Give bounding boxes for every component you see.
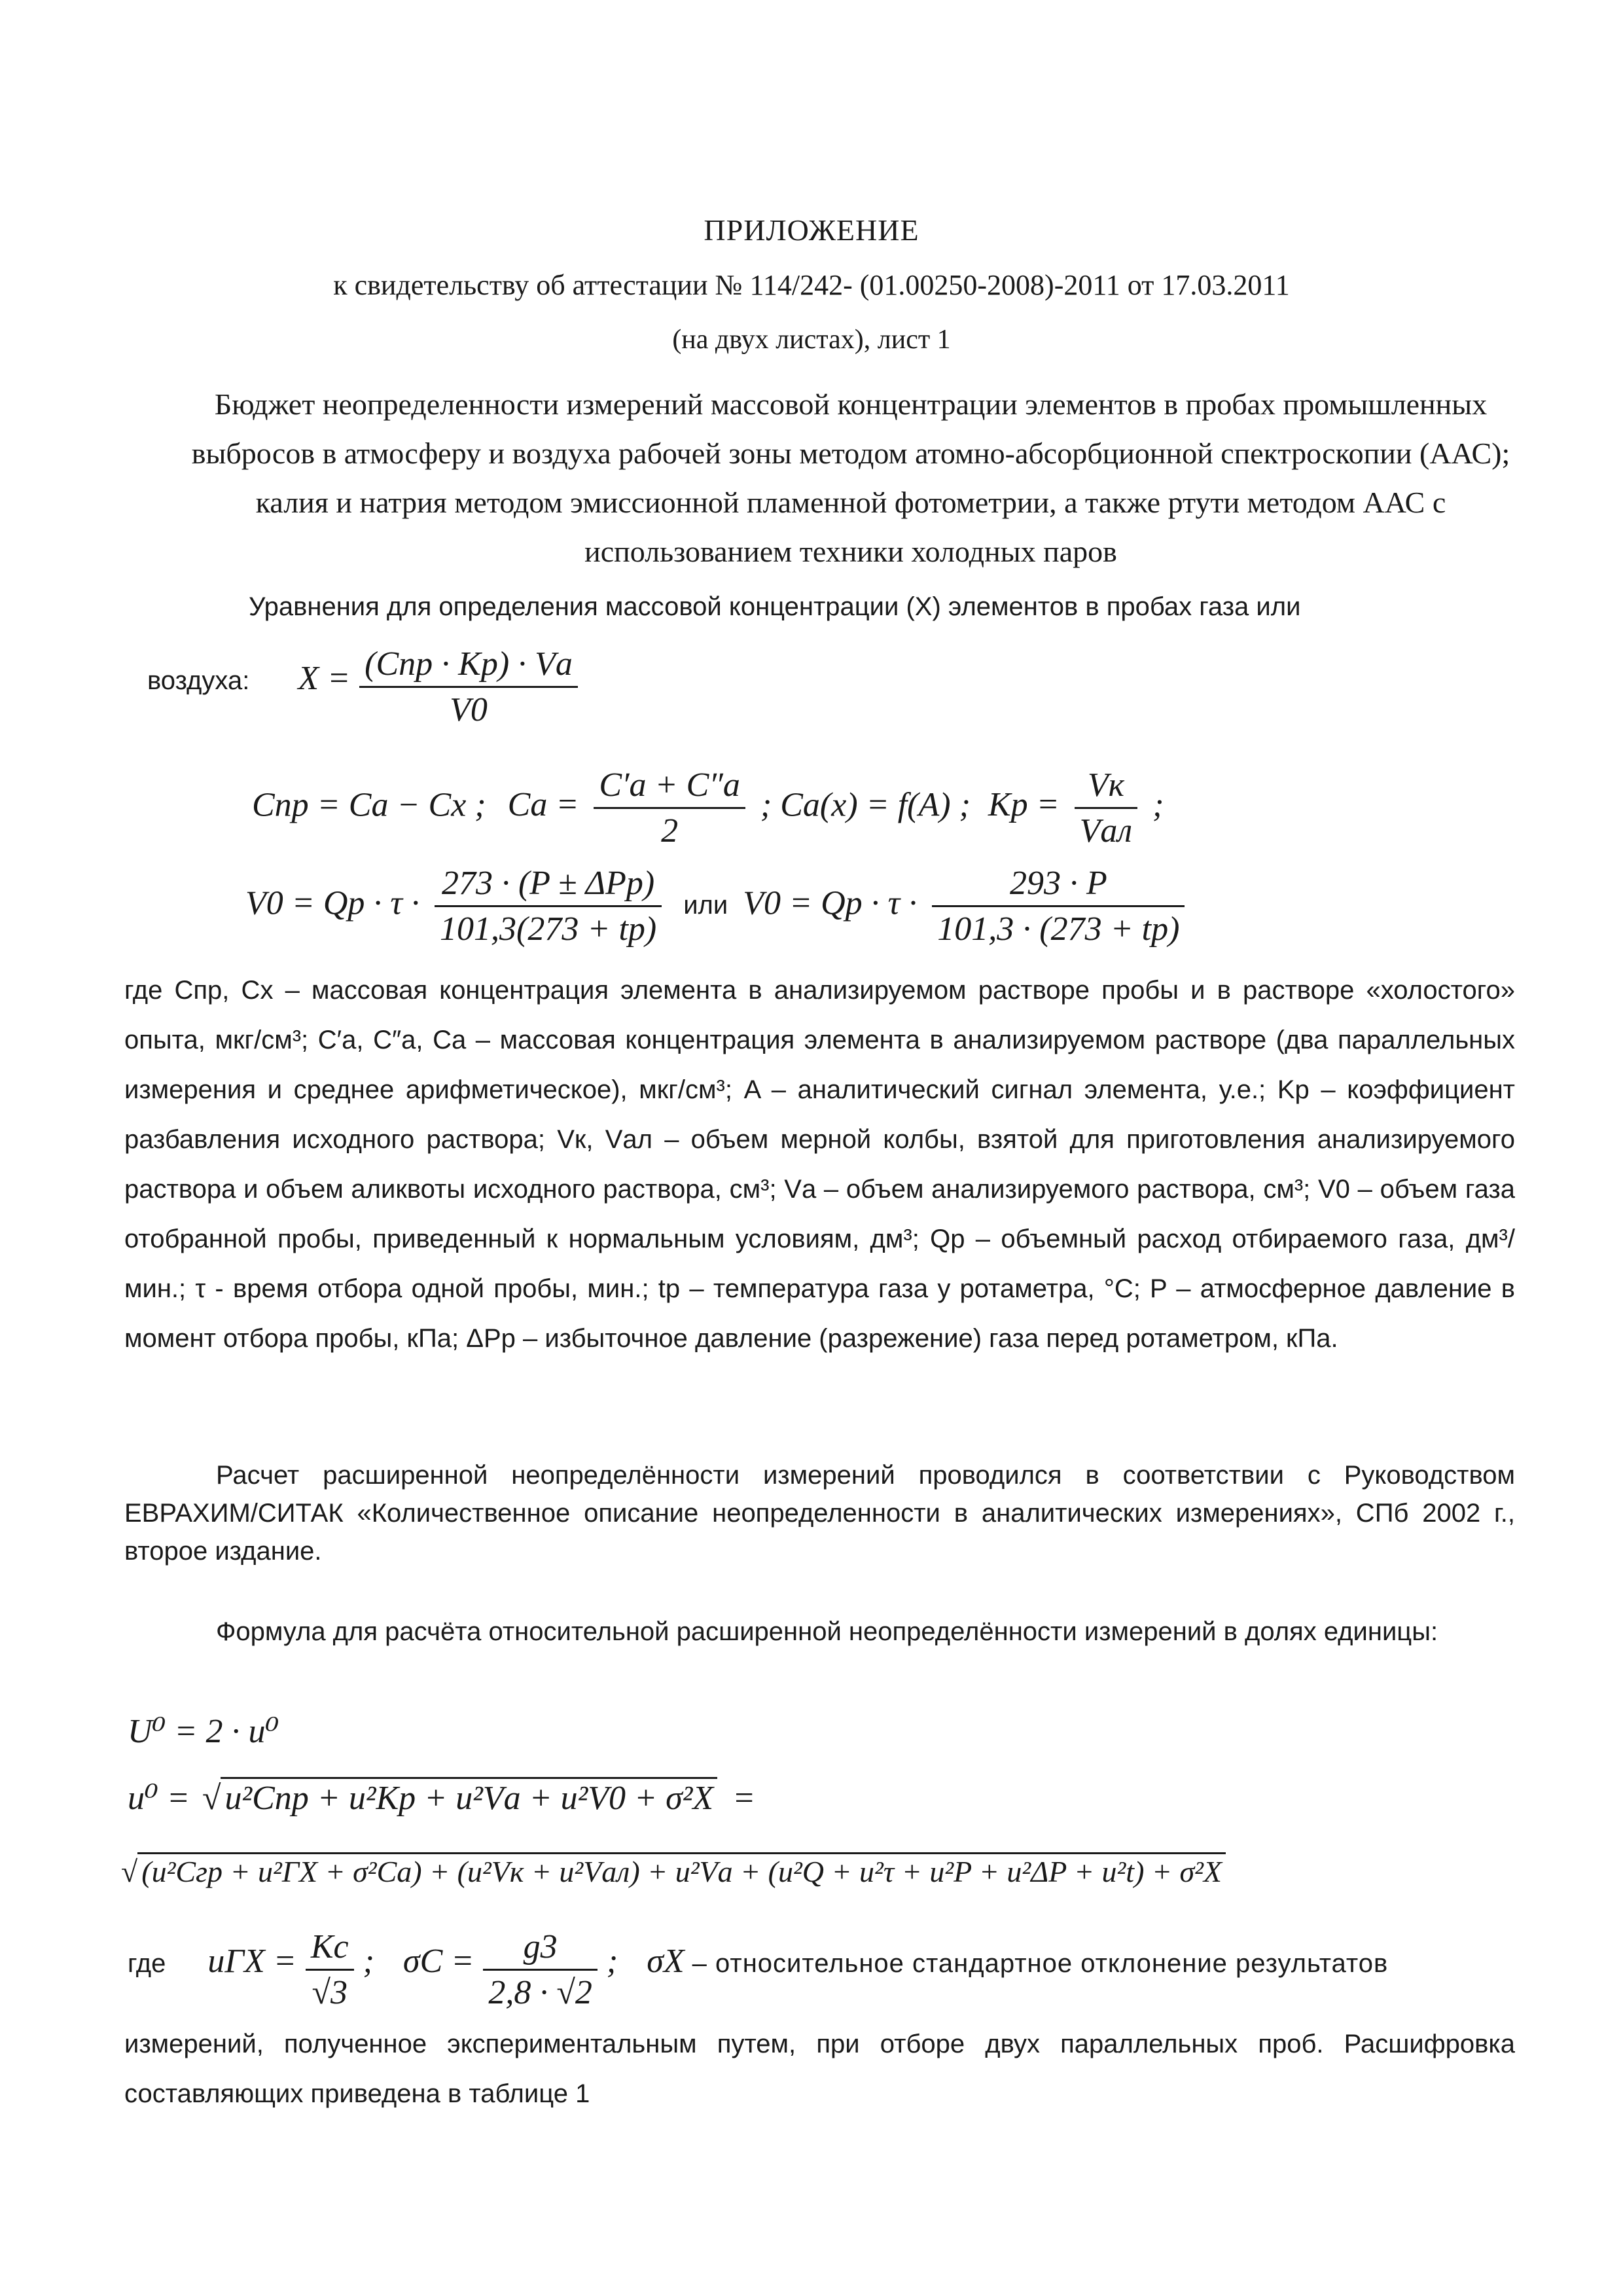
- sigc-fraction: [483, 1928, 597, 2012]
- v0a-fraction: [435, 864, 662, 948]
- ca-denominator: 2: [661, 812, 679, 850]
- cpr-expression: Cпр = Cа − Cх ;: [252, 786, 486, 824]
- cax-expression: ; Cа(х) = f(A) ;: [760, 786, 971, 824]
- sigx-description: – относительное стандартное отклонение результатов: [692, 1949, 1389, 1979]
- standard-uncertainty-expanded-row: [121, 1852, 1226, 1889]
- page-title: ПРИЛОЖЕНИЕ: [704, 213, 919, 247]
- sigc-lhs: σC =: [402, 1943, 474, 1981]
- separator: ;: [606, 1943, 618, 1981]
- x-equation-row: [147, 645, 584, 729]
- ugx-denominator: √3: [312, 1974, 348, 2011]
- kp-denominator: Vал: [1079, 812, 1133, 850]
- ugx-fraction: [306, 1928, 354, 2012]
- decode-paragraph: измерений, полученное экспериментальным путем, при отборе двух параллельных проб. Расшифровка составляющих приведена в таблице 1: [124, 2030, 1515, 2108]
- ugx-lhs: uГХ =: [207, 1943, 296, 1981]
- kp-lhs: Kр =: [988, 786, 1060, 824]
- v0a-numerator: 273 · (P ± ΔPр): [435, 864, 662, 907]
- or-word: или: [683, 891, 728, 920]
- sigx-lhs: σX: [647, 1943, 685, 1981]
- u0-equals: =: [732, 1780, 756, 1817]
- kp-numerator: Vк: [1075, 766, 1137, 809]
- x-lhs: X =: [298, 660, 351, 698]
- expanded-uncertainty-formula: U⁰ = 2 · u⁰: [128, 1713, 279, 1750]
- volume-equation-row: [245, 864, 1191, 948]
- v0b-numerator: 293 · P: [932, 864, 1185, 907]
- formula-intro: Формула для расчёта относительной расширенной неопределённости измерений в долях единицы:: [216, 1617, 1438, 1646]
- sqrt-sign-icon: √: [121, 1855, 138, 1888]
- air-label: воздуха:: [147, 666, 250, 696]
- u0-lhs: u⁰ =: [128, 1780, 190, 1817]
- ca-lhs: Cа =: [507, 786, 579, 824]
- v0b-denominator: 101,3 · (273 + tр): [937, 910, 1180, 948]
- sheet-info: (на двух листах), лист 1: [672, 325, 951, 355]
- guide-reference: Расчет расширенной неопределённости измерений проводился в соответствии с Руководством ЕВРАХИМ/СИТАК «Количественное описание неопределенности в аналитических измерениях», СПб 2002 г., второе издание.: [124, 1461, 1515, 1566]
- concentration-equation-row: [252, 766, 1164, 850]
- where-row: [128, 1928, 1388, 2012]
- sigc-denominator: 2,8 · √2: [488, 1974, 592, 2011]
- equations-intro: Уравнения для определения массовой концентрации (X) элементов в пробах газа или: [249, 592, 1301, 621]
- v0a-denominator: 101,3(273 + tр): [440, 910, 657, 948]
- v0a-lhs: V0 = Qр · τ ·: [245, 884, 420, 922]
- v0b-lhs: V0 = Qр · τ ·: [743, 884, 918, 922]
- x-numerator: (Cпр · Kр) · Vа: [359, 645, 578, 688]
- x-fraction: [359, 645, 578, 729]
- kp-end: ;: [1152, 786, 1164, 824]
- sqrt-sign-icon: √: [202, 1780, 221, 1817]
- sigc-numerator: g3: [483, 1928, 597, 1971]
- u0-full-radicand: (u²Cгр + u²ГХ + σ²Cа) + (u²Vк + u²Vал) + u²Vа + (u²Q + u²τ + u²P + u²ΔP + u²t) + σ²X: [137, 1852, 1226, 1889]
- budget-title: Бюджет неопределенности измерений массовой концентрации элементов в пробах промышленных выбросов в атмосферу и воздуха рабочей зоны методом атомно-абсорбционной спектроскопии (ААС); калия и натрия методом эмиссионной пламенной фотометрии, а также ртути методом ААС с использованием техники холодных паров: [191, 387, 1510, 568]
- variable-legend: где Cпр, Cх – массовая концентрация элемента в анализируемом растворе пробы и в растворе «холостого» опыта, мкг/см³; C′а, C″а, Cа – массовая концентрация элемента в анализируемом растворе (два параллельных измерения и среднее арифметическое), мкг/см³; A – аналитический сигнал элемента, у.е.; Kр – коэффициент разбавления исходного раствора; Vк, Vал – объем мерной колбы, взятой для приготовления анализируемого раствора и объем аликвоты исходного раствора, см³; Vа – объем анализируемого раствора, см³; V0 – объем газа отобранной пробы, приведенный к нормальным условиям, дм³; Qр – объемный расход отбираемого газа, дм³/мин.; τ - время отбора одной пробы, мин.; tр – температура газа у ротаметра, °C; P – атмосферное давление в момент отбора пробы, кПа; ΔPр – избыточное давление (разрежение) газа перед ротаметром, кПа.: [124, 976, 1515, 1353]
- u0-radicand: u²Cпр + u²Kр + u²Vа + u²V0 + σ²X: [221, 1777, 717, 1818]
- v0b-fraction: [932, 864, 1185, 948]
- where-label: где: [128, 1949, 166, 1979]
- x-denominator: V0: [450, 691, 488, 728]
- certificate-line: к свидетельству об аттестации № 114/242- (01.00250-2008)-2011 от 17.03.2011: [333, 269, 1290, 301]
- ca-fraction: [594, 766, 745, 850]
- standard-uncertainty-row: [128, 1777, 755, 1818]
- ugx-numerator: Kс: [306, 1928, 354, 1971]
- ca-numerator: C′а + C″а: [594, 766, 745, 809]
- separator: ;: [363, 1943, 374, 1981]
- kp-fraction: [1075, 766, 1137, 850]
